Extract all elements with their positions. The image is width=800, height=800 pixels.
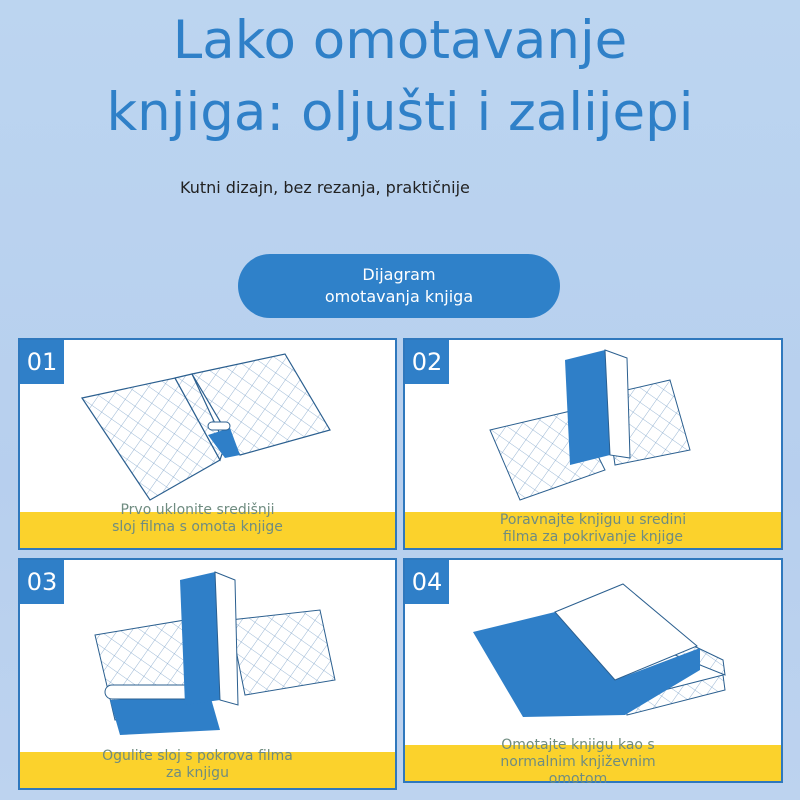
pill-line-2: omotavanja knjiga <box>324 287 474 306</box>
step-number: 03 <box>20 560 64 604</box>
step-panel-1 <box>18 338 397 550</box>
wrapped-book-illustration <box>405 560 785 730</box>
step-panel-4 <box>403 558 783 787</box>
film-sheet-illustration <box>20 340 399 510</box>
step-number: 02 <box>405 340 449 384</box>
subtitle: Kutni dizajn, bez rezanja, praktičnije <box>180 178 470 197</box>
step-panel-2 <box>403 338 783 550</box>
peel-film-illustration <box>20 560 399 745</box>
step-panel-3 <box>18 558 397 790</box>
page-title-line-1: Lako omotavanje <box>172 10 628 71</box>
step-caption: Poravnajte knjigu u sredini filma za pokrivanje knjige <box>499 512 687 545</box>
step-number: 04 <box>405 560 449 604</box>
step-caption: Omotajte knjigu kao s normalnim književnim omotom <box>500 737 656 787</box>
step-caption: Prvo uklonite središnji sloj filma s omota knjige <box>112 502 283 535</box>
book-on-film-illustration <box>405 340 785 510</box>
diagram-pill <box>238 254 560 318</box>
step-caption: Ogulite sloj s pokrova filma za knjigu <box>102 748 293 781</box>
page-title-line-2: knjiga: oljušti i zalijepi <box>106 82 694 143</box>
step-number: 01 <box>20 340 64 384</box>
pill-line-1: Dijagram <box>362 265 436 284</box>
